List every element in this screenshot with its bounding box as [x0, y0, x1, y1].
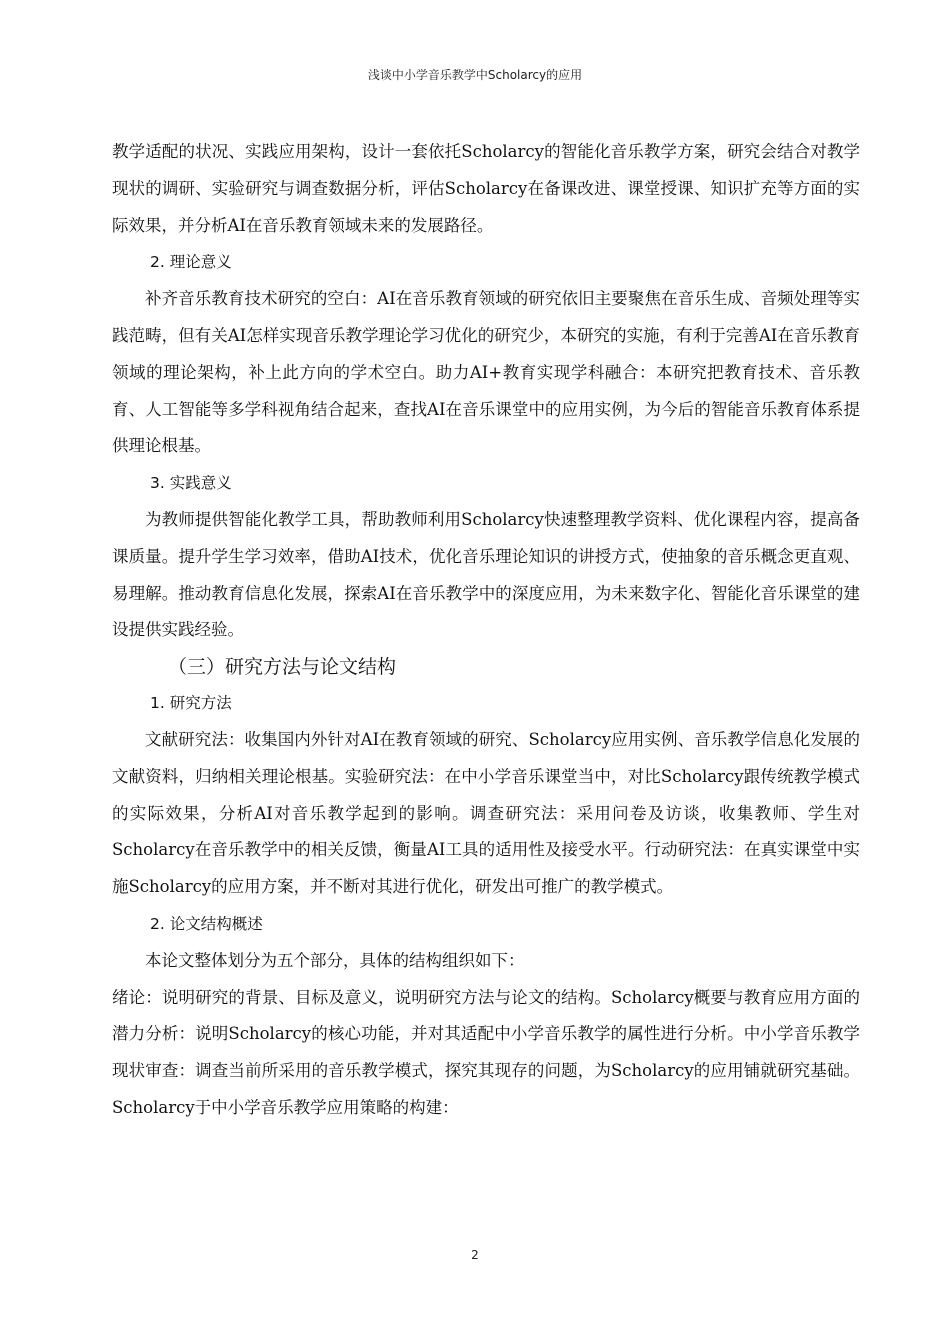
running-header: 浅谈中小学音乐教学中Scholarcy的应用 [367, 68, 583, 82]
section-heading-methods-structure: （三）研究方法与论文结构 [168, 656, 397, 679]
subheading-research-methods: 1. 研究方法 [150, 694, 232, 713]
subheading-theoretical-significance: 2. 理论意义 [150, 253, 232, 272]
paragraph-theoretical-significance: 补齐音乐教育技术研究的空白：AI在音乐教育领域的研究依旧主要聚焦在音乐生成、音频处理等实践范畴，但有关AI怎样实现音乐教学理论学习优化的研究少，本研究的实施，有利于完善AI在音乐教育领域的理论架构，补上此方向的学术空白。助力AI+教育实现学科融合：本研究把教育技术、音乐教育、人工智能等多学科视角结合起来，查找AI在音乐课堂中的应用实例，为今后的智能音乐教育体系提供理论根基。 [112, 289, 860, 456]
paragraph-research-methods: 文献研究法：收集国内外针对AI在教育领域的研究、Scholarcy应用实例、音乐教学信息化发展的文献资料，归纳相关理论根基。实验研究法：在中小学音乐课堂当中，对比Scholarcy跟传统教学模式的实际效果，分析AI对音乐教学起到的影响。调查研究法：采用问卷及访谈，收集教师、学生对Scholarcy在音乐教学中的相关反馈，衡量AI工具的适用性及接受水平。行动研究法：在真实课堂中实施Scholarcy的应用方案，并不断对其进行优化，研发出可推广的教学模式。 [112, 729, 860, 897]
paragraph-continued: 教学适配的状况、实践应用架构，设计一套依托Scholarcy的智能化音乐教学方案，研究会结合对教学现状的调研、实验研究与调查数据分析，评估Scholarcy在备课改进、课堂授课、知识扩充等方面的实际效果，并分析AI在音乐教育领域未来的发展路径。 [112, 142, 860, 235]
paragraph-practical-significance: 为教师提供智能化教学工具，帮助教师利用Scholarcy快速整理教学资料、优化课程内容，提高备课质量。提升学生学习效率，借助AI技术，优化音乐理论知识的讲授方式，使抽象的音乐概念更直观、易理解。推动教育信息化发展，探索AI在音乐教学中的深度应用，为未来数字化、智能化音乐课堂的建设提供实践经验。 [112, 509, 860, 640]
page-number: 2 [471, 1248, 479, 1262]
paragraph-structure-outline: 绪论：说明研究的背景、目标及意义，说明研究方法与论文的结构。Scholarcy概要与教育应用方面的潜力分析：说明Scholarcy的核心功能，并对其适配中小学音乐教学的属性进行分析。中小学音乐教学现状审查：调查当前所采用的音乐教学模式，探究其现存的问题，为Scholarcy的应用铺就研究基础。Scholarcy于中小学音乐教学应用策略的构建： [112, 987, 860, 1117]
body-text [112, 134, 860, 1127]
subheading-thesis-structure: 2. 论文结构概述 [150, 914, 263, 933]
paragraph-structure-intro: 本论文整体划分为五个部分，具体的结构组织如下： [145, 950, 525, 970]
subheading-practical-significance: 3. 实践意义 [150, 474, 232, 493]
